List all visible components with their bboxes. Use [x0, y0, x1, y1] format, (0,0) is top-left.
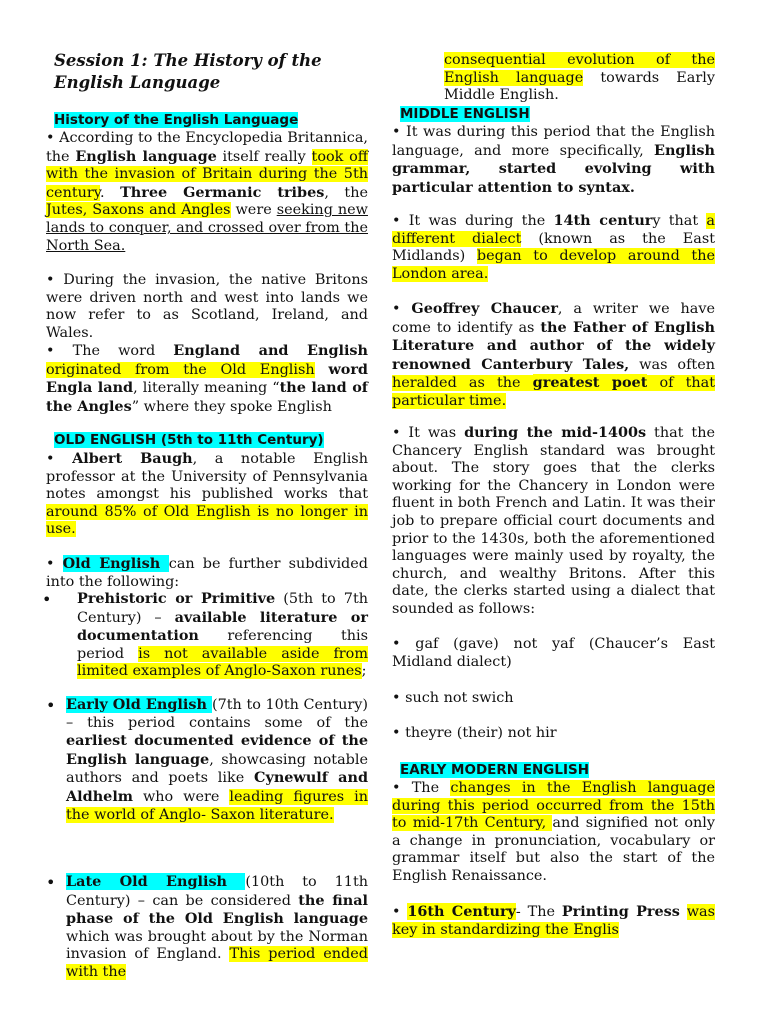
highlighted-text: of that particular time.	[392, 375, 716, 409]
highlighted-text: a different dialect	[392, 213, 716, 247]
text-run: • The	[392, 780, 451, 796]
text-run: , literally meaning “	[133, 380, 280, 397]
paragraph-grammar	[392, 124, 715, 197]
paragraph-theyre	[392, 725, 715, 743]
paragraph-text	[392, 124, 715, 197]
text-run: towards Early Middle English.	[444, 69, 715, 104]
text-run	[315, 362, 329, 378]
bold-text: earliest documented evidence of the English language	[66, 732, 368, 768]
underlined-text: seeking new lands to conquer, and crossed over from the North Sea.	[46, 202, 368, 254]
text-run	[680, 904, 687, 920]
text-run: and signified not only a change in pronunciation, vocabulary or grammar itself but also the start of the English Renaissance.	[392, 815, 715, 884]
paragraph-text	[392, 903, 715, 939]
bold-text: the Father of English Literature and author of the widely renowned Canterbury Tales,	[392, 318, 715, 373]
paragraph-text	[46, 130, 368, 255]
text-run: •	[392, 301, 412, 317]
text-run: referencing this period	[77, 628, 368, 662]
paragraph-england-word	[46, 342, 368, 416]
bold-text: the land of the Angles	[46, 379, 368, 415]
bold-text: Three Germanic tribes	[120, 183, 325, 201]
text-run: - The	[515, 904, 562, 920]
text-run: , a notable English professor at the University of Pennsylvania notes amongst his published works that	[46, 451, 368, 503]
text-run: which was brought about by the Norman invasion of England.	[66, 928, 368, 963]
list-item-prehistoric	[42, 590, 369, 681]
highlighted-text: changes in the English language during this period occurred from the 15th to mid-17th Century,	[392, 780, 715, 832]
text-run: (known as the East Midlands)	[392, 230, 715, 265]
bold-text: England and English	[173, 342, 368, 359]
paragraph-chaucer	[392, 300, 715, 411]
bold-text: Late Old English	[66, 873, 246, 890]
highlighted-text: originated from the Old English	[46, 361, 315, 378]
text-run: • It was during this period that the English language, and more specifically,	[392, 124, 715, 159]
bullet: •	[46, 873, 56, 892]
text-run: • It was	[392, 425, 465, 441]
bold-text: Geoffrey Chaucer	[411, 300, 558, 317]
text-run: (10th to 11th Century) – can be considered	[66, 874, 368, 909]
bold-text: Old English	[62, 555, 169, 572]
paragraph-text	[392, 780, 715, 886]
bullet: •	[42, 590, 52, 609]
text-run: •	[46, 556, 63, 572]
paragraph-chancery	[392, 424, 715, 619]
bold-text: 16th Century	[407, 903, 516, 920]
paragraph-britannica	[46, 130, 368, 255]
text-run: , showcasing notable authors and poets like	[66, 751, 368, 787]
text-run: ;	[361, 663, 367, 680]
highlighted-text: This period ended with the	[66, 946, 368, 980]
highlighted-text: began to develop around the London area.	[392, 248, 715, 282]
text-run: • According to the Encyclopedia Britannica, the	[46, 130, 368, 165]
paragraph-text	[392, 424, 715, 619]
text-run: can be further subdivided into the following:	[46, 556, 368, 590]
text-run: •	[46, 451, 73, 467]
page-title: Session 1: The History of the English Language	[54, 51, 322, 92]
bold-text: available literature or documentation	[77, 608, 368, 645]
text-run: who were	[133, 788, 230, 805]
bold-text: English language	[75, 147, 217, 165]
bold-text: Albert Baugh	[72, 450, 193, 467]
paragraph-text	[392, 300, 715, 411]
paragraph-text: • gaf (gave) not yaf (Chaucer’s East Midland dialect)	[392, 636, 715, 670]
text-run: .	[100, 184, 121, 201]
paragraph-gaf	[392, 636, 715, 671]
highlighted-text: was key in standardizing the Englis	[392, 904, 715, 938]
highlighted-text: leading figures in the world of Anglo- Saxon literature.	[66, 788, 369, 823]
text-run: , a writer we have come to identify as	[392, 301, 715, 336]
text-run: , the	[324, 184, 368, 201]
highlighted-text: consequential evolution of the English language	[444, 52, 715, 86]
bullet: •	[46, 696, 56, 715]
text-run: •	[392, 904, 408, 920]
text-run: that the Chancery English standard was brought about. The story goes that the clerks working for the Chancery in London were fluent in both French and Latin. It was their job to prepare official court documents and prior to the 1430s, both the aforementioned languages were mainly used by royalty, the church, and wealthy Britons. After this date, the clerks started using a dialect that sounded as follows:	[392, 425, 715, 617]
text-run: was often	[629, 356, 715, 373]
paragraph-text: • theyre (their) not hir	[392, 725, 557, 741]
text-run: • It was during the	[392, 213, 554, 229]
paragraph-subdivided	[46, 555, 368, 591]
paragraph-text: • During the invasion, the native Britons were driven north and west into lands we now refer to as Scotland, Ireland, and Wales.	[46, 272, 368, 341]
highlighted-text: took off with the invasion of Britain during the 5th century	[46, 148, 368, 201]
paragraph-text	[444, 52, 715, 105]
heading-old-english: OLD ENGLISH (5th to 11th Century)	[54, 432, 324, 448]
heading-early-modern-english: EARLY MODERN ENGLISH	[400, 762, 590, 778]
paragraph-continuation	[444, 52, 715, 105]
paragraph-14th-century	[392, 212, 715, 283]
paragraph-baugh	[46, 450, 368, 539]
paragraph-invasion	[46, 272, 368, 342]
paragraph-text	[46, 555, 368, 591]
paragraph-text: • such not swich	[392, 690, 514, 706]
paragraph-text	[66, 873, 368, 982]
highlighted-text: Jutes, Saxons and Angles	[46, 202, 231, 219]
text-run: y that	[652, 213, 707, 229]
bold-text: 14th centur	[553, 212, 653, 229]
paragraph-such	[392, 690, 715, 708]
heading-middle-english: MIDDLE ENGLISH	[400, 106, 530, 122]
text-run: (7th to 10th Century) – this period contains some of the	[66, 697, 368, 731]
bold-text: word Engla land	[46, 360, 368, 397]
bold-text: the final phase of the Old English language	[66, 891, 368, 928]
bold-text: Printing Press	[561, 903, 680, 920]
bold-text: Early Old English	[66, 696, 212, 713]
bold-text: Cynewulf and Aldhelm	[66, 769, 369, 805]
text-run: itself really	[216, 148, 312, 165]
paragraph-printing-press	[392, 903, 715, 939]
bold-text: during the mid-1400s	[464, 424, 647, 441]
paragraph-text	[77, 590, 368, 681]
text-run: • The word	[46, 343, 174, 359]
paragraph-changes	[392, 780, 715, 886]
text-run: were	[230, 202, 277, 219]
text-run: (5th to 7th Century) –	[77, 591, 369, 626]
highlighted-text: around 85% of Old English is no longer in use.	[46, 503, 368, 538]
paragraph-text	[46, 342, 368, 416]
paragraph-text	[392, 212, 715, 283]
bold-text: English grammar, started evolving with particular attention to syntax.	[392, 141, 715, 196]
bold-text: greatest poet	[532, 374, 648, 392]
list-item-late-old-english	[46, 873, 368, 982]
bold-text: Prehistoric or Primitive	[77, 590, 276, 607]
list-item-early-old-english	[46, 696, 369, 824]
text-run: ” where they spoke English	[131, 398, 332, 415]
paragraph-text	[66, 696, 368, 824]
highlighted-text: heralded as the	[392, 375, 533, 392]
highlighted-text: is not available aside from limited examples of Anglo-Saxon runes	[77, 645, 368, 680]
heading-history: History of the English Language	[54, 112, 299, 128]
paragraph-text	[46, 450, 368, 539]
